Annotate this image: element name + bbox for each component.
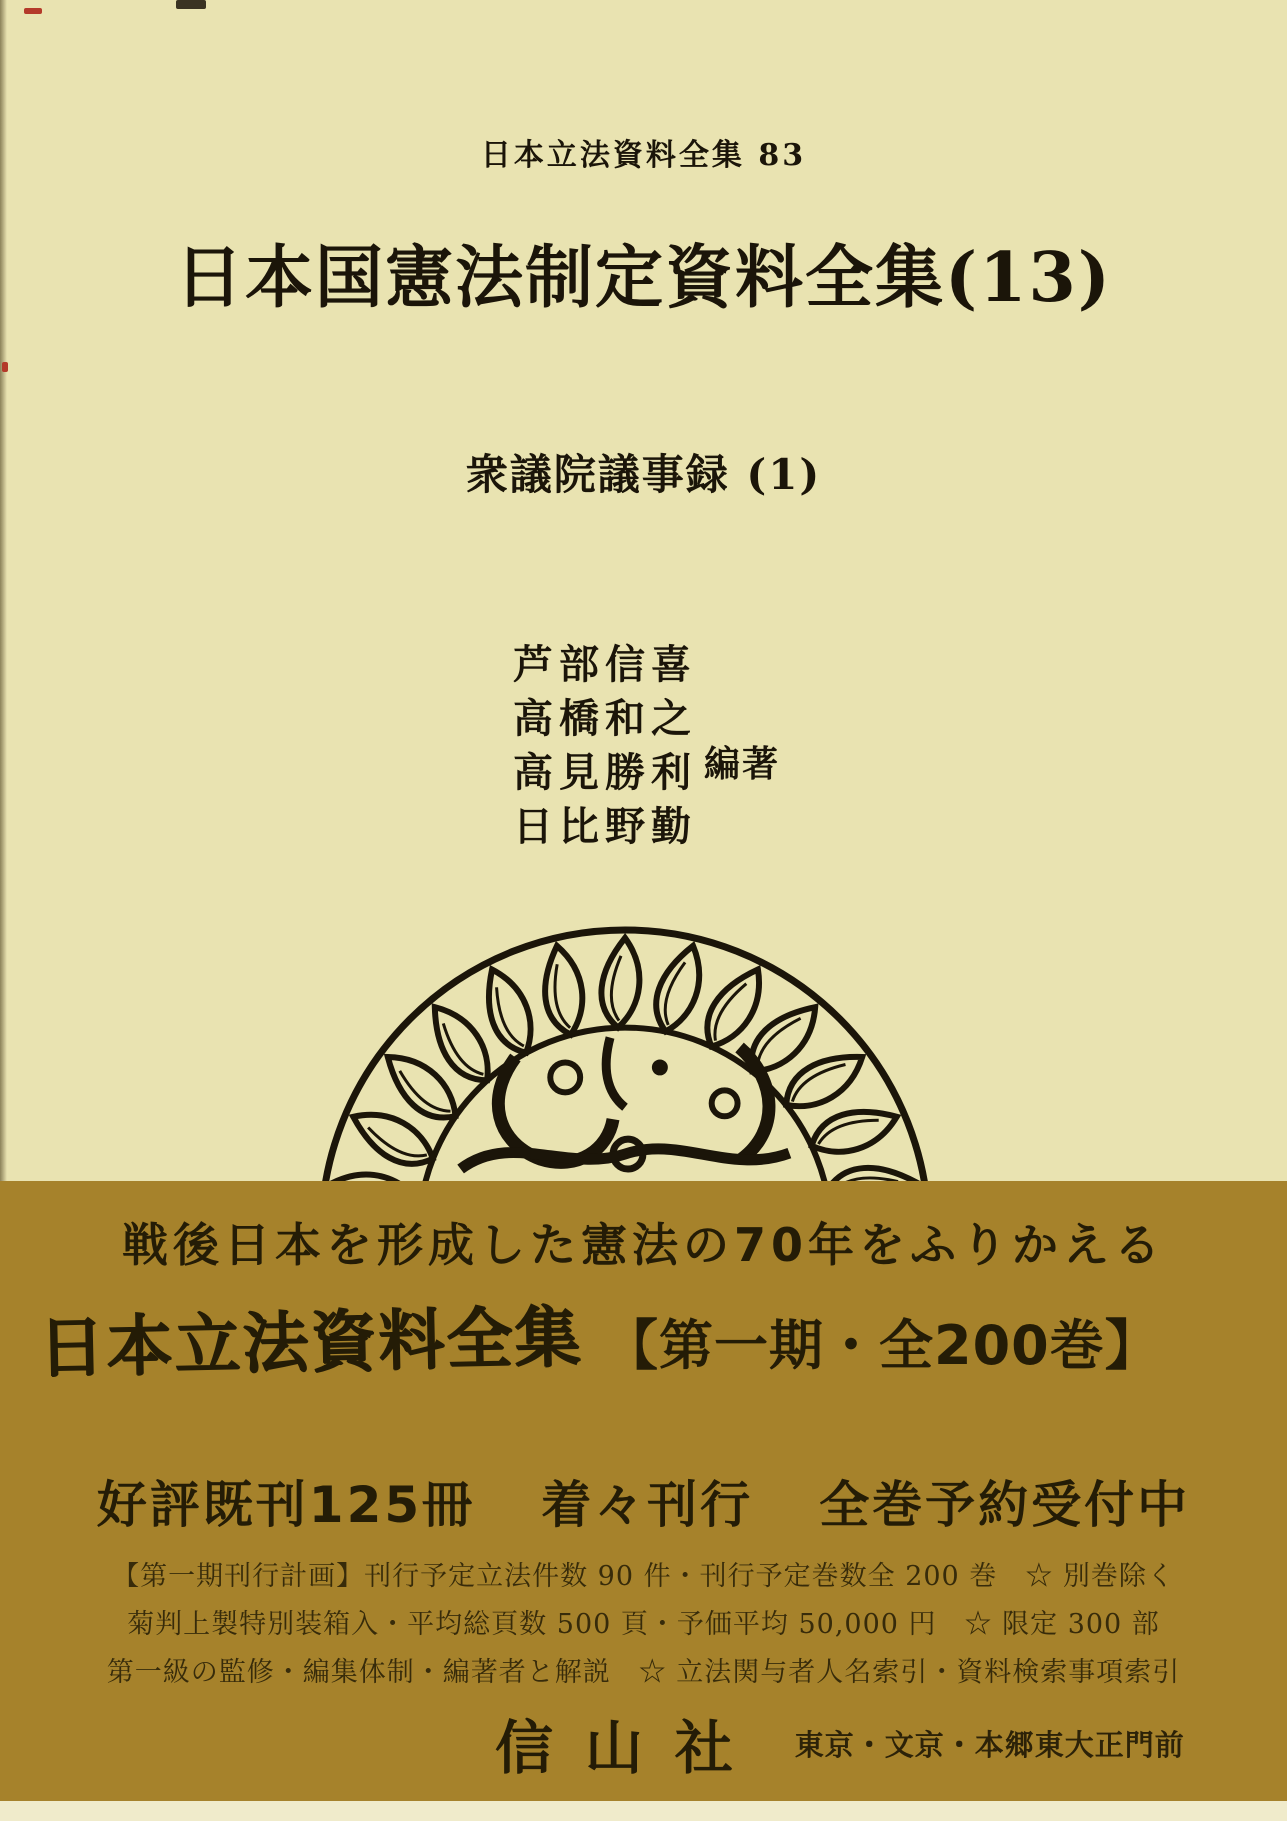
series-edition-label: 【第一期・全200巻】 xyxy=(604,1314,1160,1377)
authors-block xyxy=(513,638,691,854)
detail-line: 菊判上製特別装箱入・平均総頁数 500 頁・予価平均 50,000 円 ☆ 限定 300 部 xyxy=(127,1609,1160,1640)
sales-segment: 好評既刊125冊 xyxy=(96,1476,476,1534)
author-name: 芦部信喜 xyxy=(513,641,691,688)
publisher-seal-icon xyxy=(310,918,940,1181)
obi-band xyxy=(0,1181,1287,1801)
publisher-address: 東京・文京・本郷東大正門前 xyxy=(794,1727,1185,1762)
obi-details xyxy=(0,1553,1287,1697)
sales-segment: 着々刊行 xyxy=(541,1476,754,1534)
cover-bottom-strip xyxy=(0,1801,1287,1821)
detail-line: 【第一期刊行計画】刊行予定立法件数 90 件・刊行予定巻数全 200 巻 ☆ 別巻除く xyxy=(112,1561,1175,1592)
book-title: 日本国憲法制定資料全集(13) xyxy=(175,238,1112,318)
scan-artifact xyxy=(24,8,42,14)
book-subtitle: 衆議院議事録 (1) xyxy=(465,450,822,499)
scan-artifact xyxy=(176,0,206,9)
obi-catch-copy: 戦後日本を形成した憲法の70年をふりかえる xyxy=(121,1218,1165,1272)
obi-logo-row xyxy=(37,1289,1160,1387)
page-edge-shadow xyxy=(0,0,7,1181)
sales-segment: 全巻予約受付中 xyxy=(819,1476,1191,1534)
scan-artifact xyxy=(2,362,8,372)
authors-role-label: 編著 xyxy=(704,743,781,785)
series-logo: 日本立法資料全集 xyxy=(37,1297,583,1387)
author-name: 高橋和之 xyxy=(513,695,691,742)
author-name: 高見勝利 xyxy=(513,749,691,796)
publisher-row xyxy=(495,1701,1185,1785)
detail-line: 第一級の監修・編集体制・編著者と解説 ☆ 立法関与者人名索引・資料検索事項索引 xyxy=(106,1657,1181,1688)
series-label: 日本立法資料全集 83 xyxy=(480,138,807,173)
publisher-name: 信山社 xyxy=(495,1714,765,1782)
author-name: 日比野勤 xyxy=(513,803,691,850)
obi-sales-line xyxy=(0,1465,1287,1537)
